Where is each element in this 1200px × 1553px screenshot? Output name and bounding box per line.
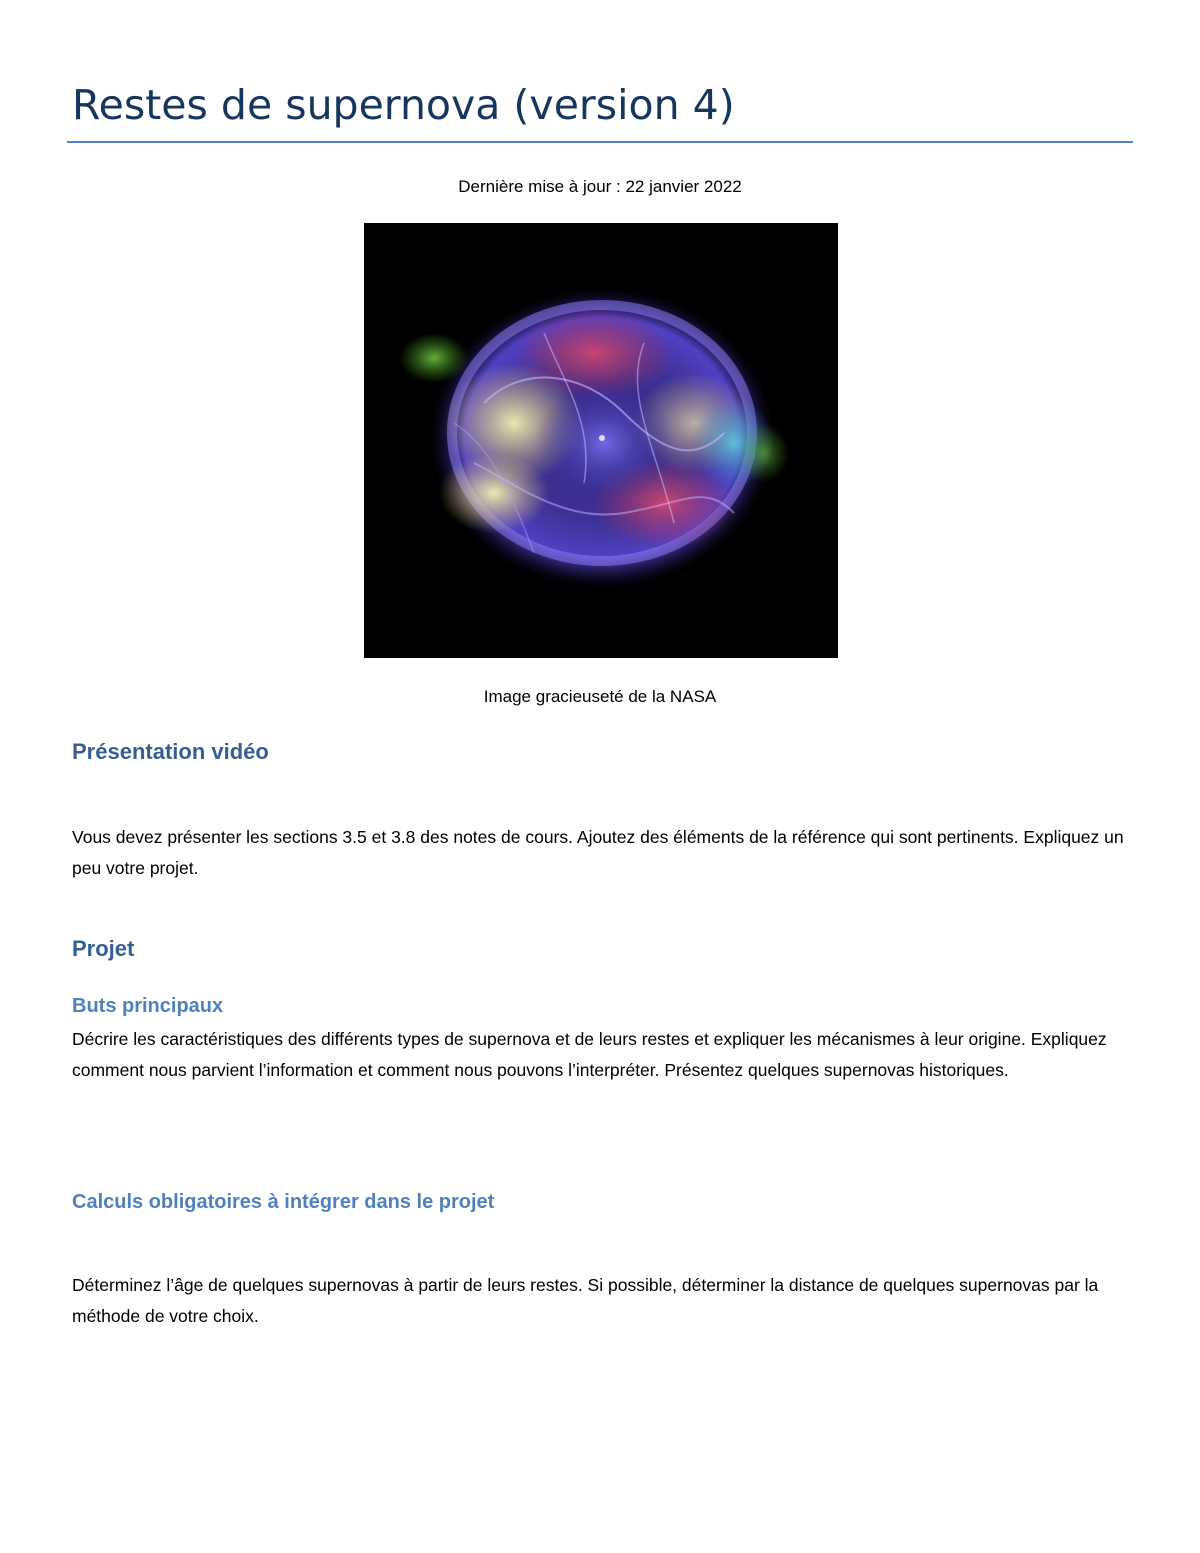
image-caption: Image gracieuseté de la NASA (483, 687, 717, 706)
document-title: Restes de supernova (version 4) (72, 81, 735, 129)
last-updated-date: Dernière mise à jour : 22 janvier 2022 (458, 177, 742, 196)
video-paragraph: Vous devez présenter les sections 3.5 et 3.8 des notes de cours. Ajoutez des éléments de la référence qui sont pertinents. Expliquez un peu votre projet. (72, 827, 1124, 878)
title-underline (67, 141, 1133, 143)
goals-paragraph: Décrire les caractéristiques des différents types de supernova et de leurs restes et expliquer les mécanismes à leur origine. Expliquez comment nous parvient l’information et comment nous pouvons l’interpréter. Présentez quelques supernovas historiques. (72, 1029, 1107, 1080)
heading-required-calculations: Calculs obligatoires à intégrer dans le projet (72, 1191, 495, 1213)
heading-main-goals: Buts principaux (72, 995, 224, 1017)
calculations-paragraph: Déterminez l’âge de quelques supernovas à partir de leurs restes. Si possible, déterminer la distance de quelques supernovas par la méthode de votre choix. (72, 1275, 1099, 1326)
heading-project: Projet (72, 936, 135, 961)
supernova-remnant-image (364, 223, 838, 658)
heading-video-presentation: Présentation vidéo (72, 739, 269, 764)
